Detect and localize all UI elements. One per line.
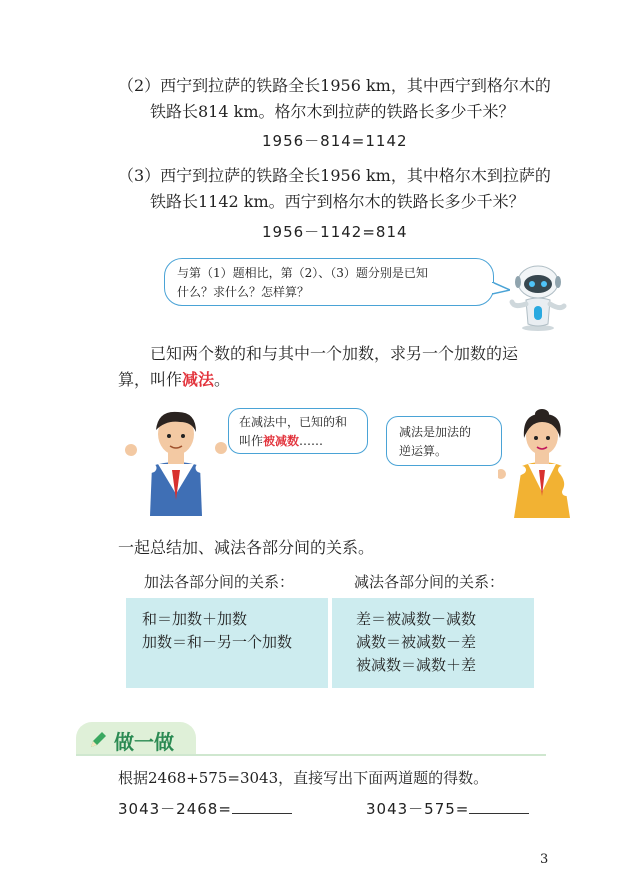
addition-rules-list: [142, 608, 292, 654]
pencil-icon: [88, 730, 108, 750]
practice-question-1: [118, 798, 292, 819]
subtraction-rule-3: 被减数＝减数＋差: [356, 656, 477, 674]
robot-bubble-line-1: 与第（1）题相比，第（2）、（3）题分别是已知: [177, 266, 428, 280]
girl-bubble-line-1: 减法是加法的: [399, 425, 472, 439]
practice-label: 做一做: [114, 730, 174, 754]
subtraction-relations-panel: [332, 598, 534, 688]
robot-speech-bubble: [164, 258, 494, 306]
definition-line-2-suffix: 。: [214, 370, 231, 389]
girl-speech-bubble: [386, 416, 502, 466]
answer-blank-2[interactable]: [469, 799, 529, 814]
subtraction-rule-1: 差＝被减数－减数: [356, 610, 477, 628]
addition-relations-panel: [126, 598, 328, 688]
problem-3-equation: 1956－1142=814: [262, 223, 408, 241]
robot-bubble-line-2: 什么？求什么？怎样算？: [177, 285, 310, 299]
summary-intro: 一起总结加、减法各部分间的关系。: [118, 538, 375, 557]
practice-question-2-text: 3043－575=: [366, 800, 470, 818]
subtraction-definition-line-1: 已知两个数的和与其中一个加数，求另一个加数的运: [150, 344, 519, 363]
problem-3-line-1: （3）西宁到拉萨的铁路全长1956 km，其中格尔木到拉萨的: [118, 166, 551, 185]
girl-bubble-line-2: 逆运算。: [399, 444, 448, 458]
boy-bubble-line-2-prefix: 叫作: [239, 434, 264, 448]
problem-3-line-2: 铁路长1142 km。西宁到格尔木的铁路长多少千米？: [150, 192, 525, 211]
girl-student-icon: [498, 408, 586, 520]
robot-icon: [506, 262, 570, 332]
boy-student-icon: [122, 404, 230, 520]
boy-speech-bubble: [228, 408, 368, 454]
boy-bubble-line-2-suffix: ……: [299, 434, 324, 448]
practice-instruction: 根据2468+575=3043，直接写出下面两道题的得数。: [118, 769, 489, 787]
definition-term-subtraction: 减法: [182, 370, 215, 389]
subtraction-relations-heading: 减法各部分间的关系：: [354, 573, 505, 591]
addition-rule-1: 和＝加数＋加数: [142, 610, 248, 628]
subtraction-definition-line-2: [118, 368, 230, 392]
problem-2-line-1: （2）西宁到拉萨的铁路全长1956 km，其中西宁到格尔木的: [118, 76, 551, 95]
practice-divider: [76, 754, 546, 756]
subtraction-rule-2: 减数＝被减数－差: [356, 633, 477, 651]
boy-bubble-term-minuend: 被减数: [263, 434, 300, 448]
boy-bubble-line-1: 在减法中，已知的和: [239, 415, 348, 429]
addition-rule-2: 加数＝和－另一个加数: [142, 633, 293, 651]
page-number: 3: [540, 852, 549, 867]
problem-2-equation: 1956－814=1142: [262, 132, 408, 150]
practice-tab: [76, 722, 196, 756]
boy-bubble-line-2: [239, 432, 357, 451]
practice-question-2: [366, 798, 529, 819]
problem-2-line-2: 铁路长814 km。格尔木到拉萨的铁路长多少千米？: [150, 102, 515, 121]
practice-question-1-text: 3043－2468=: [118, 800, 232, 818]
definition-line-2-prefix: 算，叫作: [118, 370, 183, 389]
answer-blank-1[interactable]: [232, 799, 292, 814]
addition-relations-heading: 加法各部分间的关系：: [144, 573, 295, 591]
subtraction-rules-list: [356, 608, 476, 677]
